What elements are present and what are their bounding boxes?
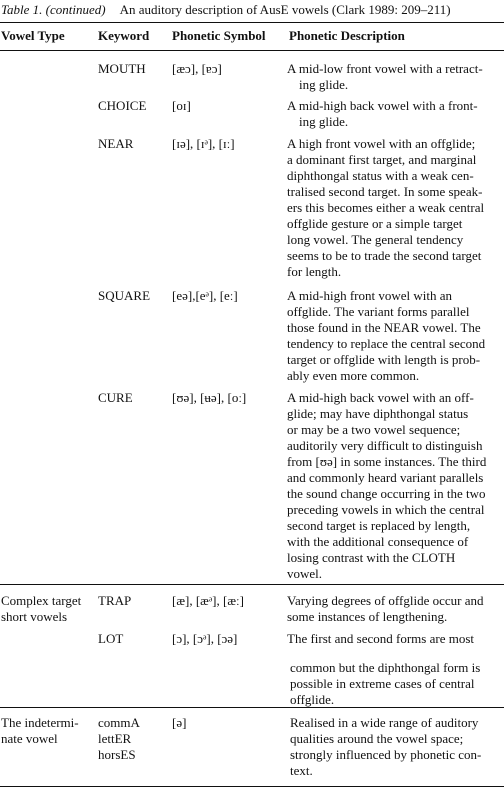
table-caption-label: Table 1. (continued) (1, 2, 106, 17)
description-line: vowel. (287, 566, 323, 581)
keyword-line: horsES (98, 747, 136, 762)
symbol-schwa: [ə] (172, 715, 187, 730)
description-line: preceding vowels in which the central (287, 502, 485, 517)
vowel-type-line: The indetermi- (1, 715, 79, 730)
description-line: losing contrast with the CLOTH (287, 550, 456, 565)
symbol-square: [eə],[eᵊ], [eː] (172, 288, 238, 303)
description-line: from [ʊə] in some instances. The third (287, 454, 487, 469)
description-line: tendency to replace the central second (287, 336, 486, 351)
description-line: A mid-high back vowel with a front- (287, 98, 478, 113)
description-line: long vowel. The general tendency (287, 232, 464, 247)
description-line: offglide gesture or a simple target (287, 216, 463, 231)
bottom-rule (0, 786, 504, 787)
description-mouth (287, 61, 501, 93)
description-line: ing glide. (299, 77, 349, 92)
symbol-lot: [ɔ], [ɔᵊ], [ɔə] (172, 631, 238, 646)
description-line: The first and second forms are most (287, 631, 475, 646)
vowel-type-line: Complex target (1, 593, 82, 608)
table-caption-text: An auditory description of AusE vowels (Clark 1989: 209–211) (119, 2, 451, 17)
vowel-type-complex (1, 593, 81, 625)
description-line: glide; may have diphthongal status (287, 406, 469, 421)
description-line: A mid-high front vowel with an (287, 288, 453, 303)
description-choice (287, 98, 501, 130)
description-line: auditorily very difficult to distinguish (287, 438, 483, 453)
description-line: with the additional consequence of (287, 534, 469, 549)
description-line: offglide. (290, 692, 335, 707)
group-rule (0, 707, 504, 708)
description-line: second target is replaced by length, (287, 518, 471, 533)
description-schwa (290, 715, 504, 779)
vowel-type-indeterminate (1, 715, 79, 747)
vowel-type-line: nate vowel (1, 731, 58, 746)
description-line: Realised in a wide range of auditory (290, 715, 479, 730)
description-line: a dominant first target, and marginal (287, 152, 477, 167)
table-caption (1, 2, 451, 18)
keyword-cure: CURE (98, 390, 133, 405)
description-line: tralised second target. In some speak- (287, 184, 483, 199)
description-line: qualities around the vowel space; (290, 731, 464, 746)
description-line: target or offglide with length is prob- (287, 352, 481, 367)
description-line: offglide. The variant forms parallel (287, 304, 470, 319)
description-line: A high front vowel with an offglide; (287, 136, 476, 151)
vowel-type-line: short vowels (1, 609, 68, 624)
header-rule (0, 50, 504, 51)
description-line: Varying degrees of offglide occur and (287, 593, 484, 608)
symbol-cure: [ʊə], [ʉə], [oː] (172, 390, 247, 405)
keyword-mouth: MOUTH (98, 61, 146, 76)
symbol-choice: [oɪ] (172, 98, 191, 113)
description-trap (287, 593, 501, 625)
description-line: those found in the NEAR vowel. The (287, 320, 481, 335)
keyword-trap: TRAP (98, 593, 132, 608)
description-line: common but the diphthongal form is (290, 660, 481, 675)
symbol-mouth: [æɔ], [ɐɔ] (172, 61, 222, 76)
keyword-near: NEAR (98, 136, 134, 151)
keyword-schwa (98, 715, 140, 763)
description-line: or may be a two vowel sequence; (287, 422, 461, 437)
description-lot (287, 631, 501, 647)
description-line: text. (290, 763, 313, 778)
description-line: and commonly heard variant parallels (287, 470, 484, 485)
description-line: diphthongal status with a weak cen- (287, 168, 474, 183)
description-line: possible in extreme cases of central (290, 676, 475, 691)
description-line: the sound change occurring in the two (287, 486, 486, 501)
keyword-choice: CHOICE (98, 98, 147, 113)
keyword-lot: LOT (98, 631, 124, 646)
symbol-near: [ɪə], [ɪᵊ], [ɪː] (172, 136, 235, 151)
description-line: for length. (287, 264, 342, 279)
description-lot-continued (290, 660, 504, 708)
keyword-line: lettER (98, 731, 132, 746)
description-line: ably even more common. (287, 368, 420, 383)
description-line: seems to be to trade the second target (287, 248, 482, 263)
description-near (287, 136, 501, 280)
keyword-line: commA (98, 715, 140, 730)
header-vowel-type: Vowel Type (1, 28, 65, 43)
group-rule (0, 584, 504, 585)
description-line: ing glide. (299, 114, 349, 129)
top-rule (0, 22, 504, 23)
description-line: strongly influenced by phonetic con- (290, 747, 482, 762)
description-line: ers this becomes either a weak central (287, 200, 485, 215)
header-phonetic-symbol: Phonetic Symbol (172, 28, 266, 43)
description-cure (287, 390, 501, 582)
description-square (287, 288, 501, 384)
description-line: some instances of lengthening. (287, 609, 448, 624)
keyword-square: SQUARE (98, 288, 151, 303)
header-phonetic-description: Phonetic Description (289, 28, 405, 43)
symbol-trap: [æ], [æᵊ], [æː] (172, 593, 244, 608)
description-line: A mid-high back vowel with an off- (287, 390, 474, 405)
header-keyword: Keyword (98, 28, 150, 43)
description-line: A mid-low front vowel with a retract- (287, 61, 483, 76)
